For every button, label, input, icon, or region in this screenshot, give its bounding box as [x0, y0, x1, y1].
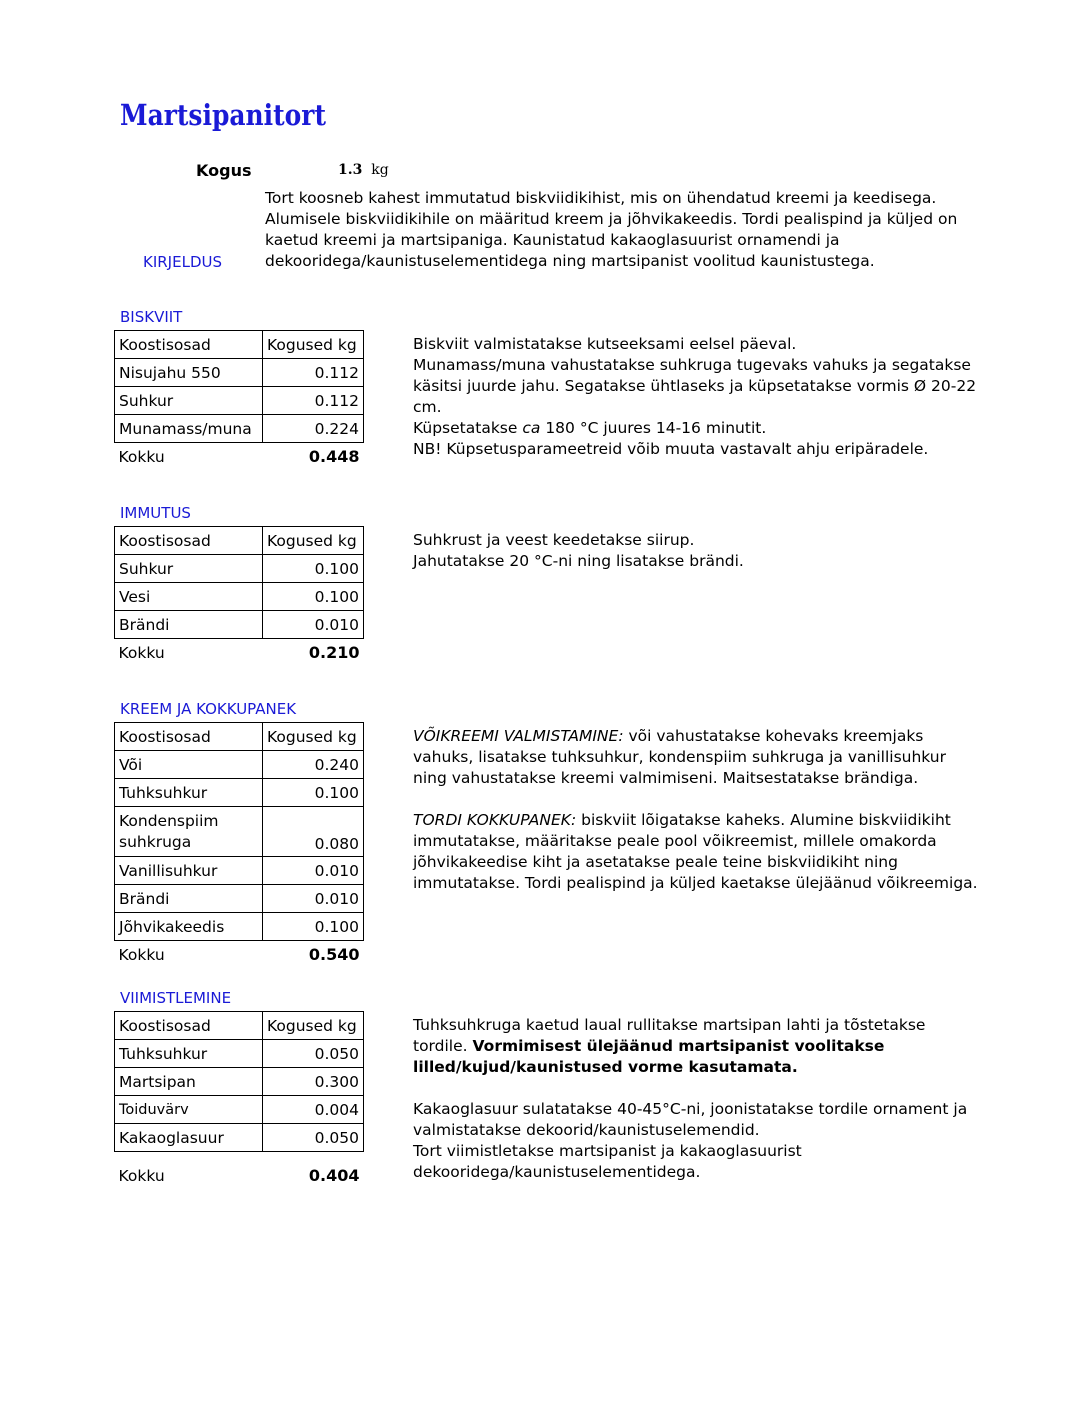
ingredient-name: Suhkur [115, 555, 263, 583]
table-row [115, 857, 364, 885]
instruction-line: Tort viimistletakse martsipanist ja kakaoglasuurist dekooridega/kaunistuselementidega. [413, 1142, 802, 1181]
total-row [115, 1162, 364, 1189]
total-row [115, 639, 364, 667]
table-row [115, 1124, 364, 1152]
header-ingredients: Koostisosad [115, 723, 263, 751]
ingredient-name: Vanillisuhkur [115, 857, 263, 885]
header-amounts: Kogused kg [263, 723, 364, 751]
ingredient-amount: 0.010 [263, 857, 364, 885]
ingredient-amount: 0.224 [263, 415, 364, 443]
quantity-number: 1.3 [338, 162, 363, 178]
instruction-line [413, 726, 983, 789]
table-row [115, 913, 364, 941]
ingredient-name: Kondenspiim suhkruga [115, 807, 263, 857]
instruction-line: Biskviit valmistatakse kutseeksami eelsel päeval. [413, 335, 797, 353]
ingredient-amount: 0.010 [263, 885, 364, 913]
ingredient-amount: 0.004 [263, 1096, 364, 1124]
section-title-immutus: IMMUTUS [120, 504, 191, 522]
total-value: 0.210 [308, 643, 360, 662]
ingredient-amount: 0.100 [263, 913, 364, 941]
ingredient-amount: 0.240 [263, 751, 364, 779]
spacer-row [115, 1152, 364, 1163]
section-title-viimistlemine: VIIMISTLEMINE [120, 989, 232, 1007]
quantity-value [338, 162, 389, 178]
instruction-text: või vahustatakse kohevaks kreemjaks vahuks, lisatakse tuhksuhkur, kondenspiim suhkruga ja vanillisuhkur ning vahustatakse kreemi valmimiseni. Maitsestatakse brändiga. [413, 727, 946, 787]
total-label: Kokku [118, 447, 165, 466]
total-value: 0.540 [308, 945, 360, 964]
instruction-text: biskviit lõigatakse kaheks. Alumine biskviidikiht immutatakse, määritakse peale pool võikreemist, millele omakorda jõhvikakeedise kiht ja asetatakse peale teine biskviidikiht ning immutatakse. Tordi pealispind ja küljed kaetakse ülejäänud võikreemiga. [413, 811, 978, 892]
instruction-italic: ca [522, 419, 541, 437]
ingredient-amount: 0.080 [263, 807, 364, 857]
ingredient-name: Munamass/muna [115, 415, 263, 443]
header-amounts: Kogused kg [263, 1012, 364, 1040]
section-title-biskviit: BISKVIIT [120, 308, 183, 326]
ingredient-name: Või [115, 751, 263, 779]
ingredients-table-immutus [114, 526, 364, 666]
table-header-row [115, 723, 364, 751]
description-text: Tort koosneb kahest immutatud biskviidikihist, mis on ühendatud kreemi ja keedisega. Alumisele biskviidikihile on määritud kreem ja jõhvikakeedis. Tordi pealispind ja küljed on kaetud kreemi ja martsipaniga. Kaunistatud kakaoglasuurist ornamendi ja dekooridega/kaunistuselementidega ning martsipanist voolitud kaunistustega. [265, 189, 958, 270]
ingredient-name: Tuhksuhkur [115, 1040, 263, 1068]
total-row [115, 941, 364, 969]
ingredient-amount: 0.010 [263, 611, 364, 639]
instruction-text: Küpsetatakse [413, 419, 518, 437]
ingredient-name: Nisujahu 550 [115, 359, 263, 387]
section-title-kreem: KREEM JA KOKKUPANEK [120, 700, 297, 718]
ingredients-table-kreem [114, 722, 364, 968]
table-row [115, 885, 364, 913]
instruction-line [413, 1015, 983, 1078]
ingredient-amount: 0.100 [263, 779, 364, 807]
table-row [115, 779, 364, 807]
instruction-line [413, 418, 983, 439]
quantity-label: Kogus [196, 161, 252, 180]
total-value: 0.448 [308, 447, 360, 466]
instructions-biskviit [413, 334, 983, 460]
total-row [115, 443, 364, 471]
ingredient-name: Tuhksuhkur [115, 779, 263, 807]
instruction-text: 180 °C juures 14-16 minutit. [545, 419, 767, 437]
table-row [115, 387, 364, 415]
ingredients-table-biskviit [114, 330, 364, 470]
ingredient-amount: 0.100 [263, 583, 364, 611]
header-ingredients: Koostisosad [115, 527, 263, 555]
table-row [115, 807, 364, 857]
table-row [115, 555, 364, 583]
total-label: Kokku [118, 945, 165, 964]
table-row [115, 583, 364, 611]
total-label: Kokku [118, 643, 165, 662]
header-amounts: Kogused kg [263, 527, 364, 555]
ingredient-name: Brändi [115, 611, 263, 639]
ingredients-table-viimistlemine [114, 1011, 364, 1189]
instruction-line: Kakaoglasuur sulatatakse 40-45°C-ni, joonistatakse tordile ornament ja valmistatakse dekoorid/kaunistuselemendid. [413, 1100, 968, 1139]
ingredient-name: Jõhvikakeedis [115, 913, 263, 941]
instruction-line: Jahutatakse 20 °C-ni ning lisatakse brändi. [413, 552, 744, 570]
table-row [115, 415, 364, 443]
header-ingredients: Koostisosad [115, 331, 263, 359]
table-row [115, 1040, 364, 1068]
ingredient-amount: 0.300 [263, 1068, 364, 1096]
instruction-heading: VÕIKREEMI VALMISTAMINE: [413, 727, 624, 745]
ingredient-name: Kakaoglasuur [115, 1124, 263, 1152]
table-header-row [115, 1012, 364, 1040]
instruction-line: NB! Küpsetusparameetreid võib muuta vastavalt ahju eripäradele. [413, 440, 929, 458]
total-label: Kokku [118, 1166, 165, 1185]
header-amounts: Kogused kg [263, 331, 364, 359]
instructions-viimistlemine [413, 1015, 983, 1183]
quantity-unit: kg [371, 162, 389, 178]
instructions-immutus [413, 530, 983, 572]
ingredient-name: Martsipan [115, 1068, 263, 1096]
table-row [115, 611, 364, 639]
instruction-bold: Vormimisest ülejäänud martsipanist voolitakse lilled/kujud/kaunistused vorme kasutamata. [413, 1037, 885, 1076]
table-row [115, 1068, 364, 1096]
instruction-heading: TORDI KOKKUPANEK: [413, 811, 577, 829]
table-header-row [115, 527, 364, 555]
table-header-row [115, 331, 364, 359]
table-row [115, 1096, 364, 1124]
ingredient-amount: 0.112 [263, 359, 364, 387]
table-row [115, 359, 364, 387]
instruction-text: Tuhksuhkruga kaetud laual rullitakse martsipan lahti ja tõstetakse tordile. [413, 1016, 926, 1055]
ingredient-name: Brändi [115, 885, 263, 913]
ingredient-amount: 0.112 [263, 387, 364, 415]
instructions-kreem [413, 726, 983, 894]
ingredient-name: Vesi [115, 583, 263, 611]
description-label: KIRJELDUS [143, 253, 222, 271]
instruction-line [413, 810, 983, 894]
ingredient-amount: 0.100 [263, 555, 364, 583]
instruction-line: Munamass/muna vahustatakse suhkruga tugevaks vahuks ja segatakse käsitsi juurde jahu. Segatakse ühtlaseks ja küpsetatakse vormis Ø 20-22 cm. [413, 356, 977, 416]
header-ingredients: Koostisosad [115, 1012, 263, 1040]
total-value: 0.404 [308, 1166, 360, 1185]
ingredient-amount: 0.050 [263, 1124, 364, 1152]
ingredient-name: Suhkur [115, 387, 263, 415]
ingredient-name: Toiduvärv [115, 1096, 263, 1124]
instruction-line: Suhkrust ja veest keedetakse siirup. [413, 531, 695, 549]
page-title: Martsipanitort [120, 98, 326, 132]
ingredient-amount: 0.050 [263, 1040, 364, 1068]
table-row [115, 751, 364, 779]
